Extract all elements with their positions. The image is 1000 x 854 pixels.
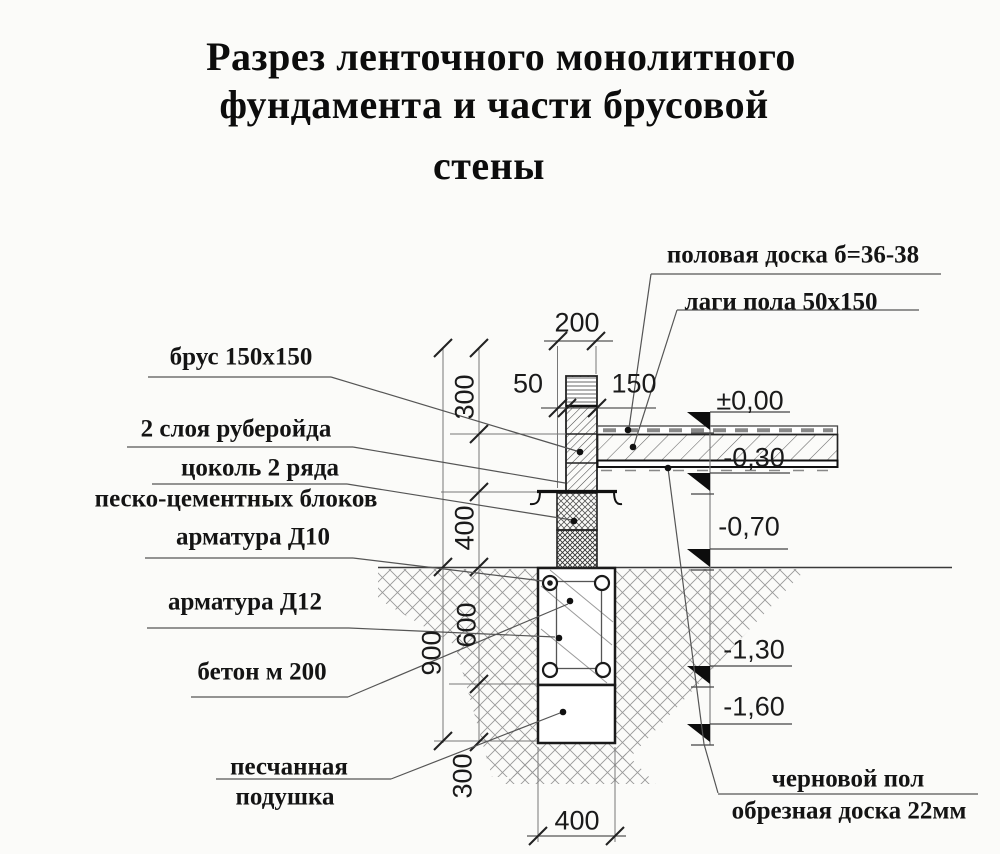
label-subfloor-line-2: обрезная доска 22мм — [731, 797, 967, 825]
elevation-minus-070: -0,70 — [718, 511, 780, 542]
sand-cushion — [538, 685, 615, 743]
label-rebar-d12: арматура Д12 — [167, 588, 323, 616]
label-subfloor-line-1: черновой пол — [771, 765, 925, 793]
dim-foundation-height: 600 — [451, 602, 482, 648]
elevation-zero: ±0,00 — [716, 385, 784, 416]
dim-plinth-height: 400 — [449, 505, 480, 551]
dim-foundation-width: 400 — [554, 805, 600, 836]
label-sand-line-2: подушка — [235, 783, 335, 811]
elevation-minus-030: -0,30 — [723, 442, 785, 473]
dim-total-depth: 900 — [416, 630, 447, 676]
label-plinth-line-1: цоколь 2 ряда — [181, 454, 339, 482]
drawing-title-line-2: фундамента и части брусовой — [219, 82, 769, 127]
label-floor-joists: лаги пола 50х150 — [684, 288, 878, 316]
timber-wall — [566, 376, 597, 492]
dim-timber-width: 150 — [611, 368, 657, 399]
label-timber: брус 150х150 — [169, 343, 313, 371]
label-floor-board: половая доска б=36-38 — [666, 241, 920, 269]
label-rebar-d10: арматура Д10 — [175, 523, 331, 551]
rebar-circle — [595, 576, 609, 590]
subfloor-band — [598, 461, 838, 468]
rebar-circle-marked-center — [547, 580, 553, 586]
label-roofing-felt: 2 слоя руберойда — [140, 415, 332, 443]
dim-ledge: 50 — [512, 368, 544, 399]
label-plinth-line-2: песко-цементных блоков — [94, 485, 378, 513]
label-concrete: бетон м 200 — [197, 658, 327, 686]
drawing-title-line-3: стены — [433, 143, 545, 188]
foundation-body — [538, 568, 615, 685]
plinth-blocks — [557, 493, 597, 568]
drawing-title-line-1: Разрез ленточного монолитного — [206, 34, 796, 79]
rebar-circle — [596, 663, 610, 677]
label-sand-line-1: песчанная — [230, 753, 348, 781]
dim-plinth-width: 200 — [554, 307, 600, 338]
elevation-minus-160: -1,60 — [723, 691, 785, 722]
dim-cushion-height: 300 — [447, 753, 478, 799]
dim-wall-above-floor: 300 — [449, 374, 480, 420]
rebar-circle — [543, 663, 557, 677]
elevation-minus-130: -1,30 — [723, 634, 785, 665]
